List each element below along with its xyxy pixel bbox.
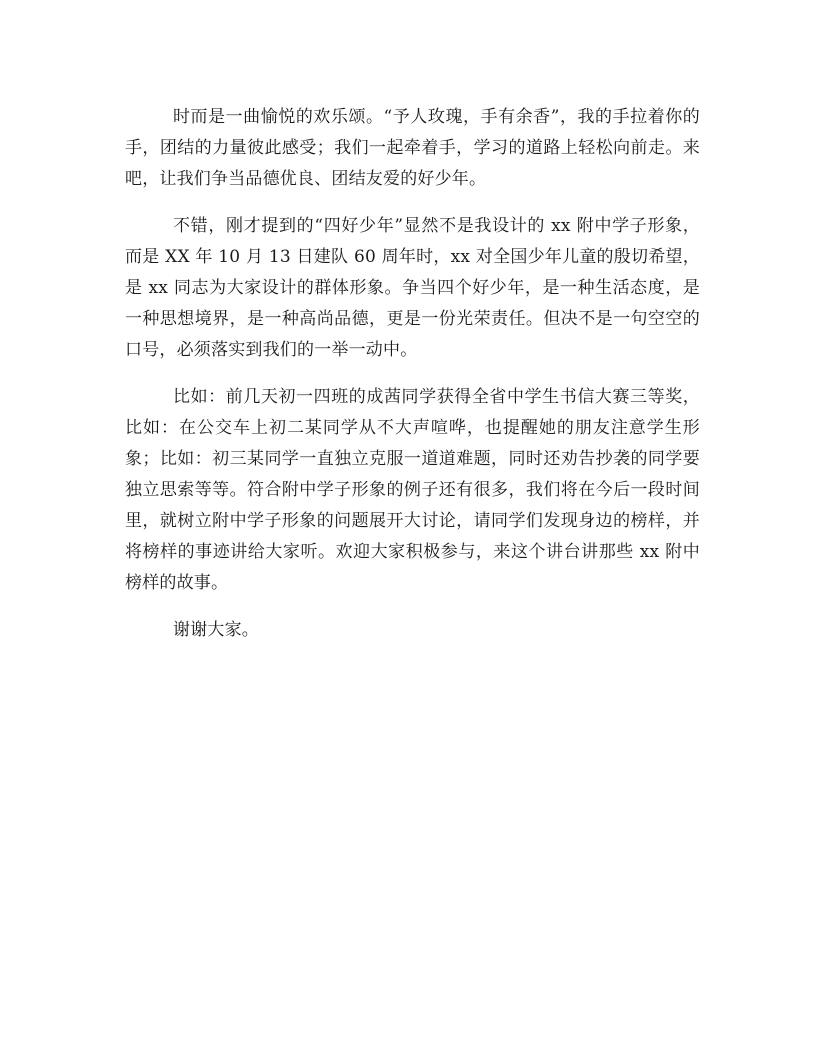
paragraph-2: 不错，刚才提到的“四好少年”显然不是我设计的 xx 附中学子形象，而是 XX 年 10 月 13 日建队 60 周年时，xx 对全国少年儿童的殷切希望，是 xx 同志为大家设计的群体形象。争当四个好少年，是一种生活态度，是一种思想境界，是一种高尚品德，更是一份光荣责任。但决不是一句空空的口号，必须落实到我们的一举一动中。 xyxy=(125,216,700,360)
paragraph-spacer xyxy=(125,599,700,615)
paragraph-4: 谢谢大家。 xyxy=(173,620,259,640)
document-body xyxy=(125,102,700,646)
paragraph-3: 比如：前几天初一四班的成茜同学获得全省中学生书信大赛三等奖，比如：在公交车上初二某同学从不大声喧哗，也提醒她的朋友注意学生形象；比如：初三某同学一直独立克服一道道难题，同时还劝告抄袭的同学要独立思索等等。符合附中学子形象的例子还有很多，我们将在今后一段时间里，就树立附中学子形象的问题展开大讨论，请同学们发现身边的榜样，并将榜样的事迹讲给大家听。欢迎大家积极参与，来这个讲台讲那些 xx 附中榜样的故事。 xyxy=(125,387,700,593)
paragraph-spacer xyxy=(125,366,700,382)
paragraph-1: 时而是一曲愉悦的欢乐颂。“予人玫瑰，手有余香”，我的手拉着你的手，团结的力量彼此感受；我们一起牵着手，学习的道路上轻松向前走。来吧，让我们争当品德优良、团结友爱的好少年。 xyxy=(125,107,700,189)
paragraph-spacer xyxy=(125,195,700,211)
